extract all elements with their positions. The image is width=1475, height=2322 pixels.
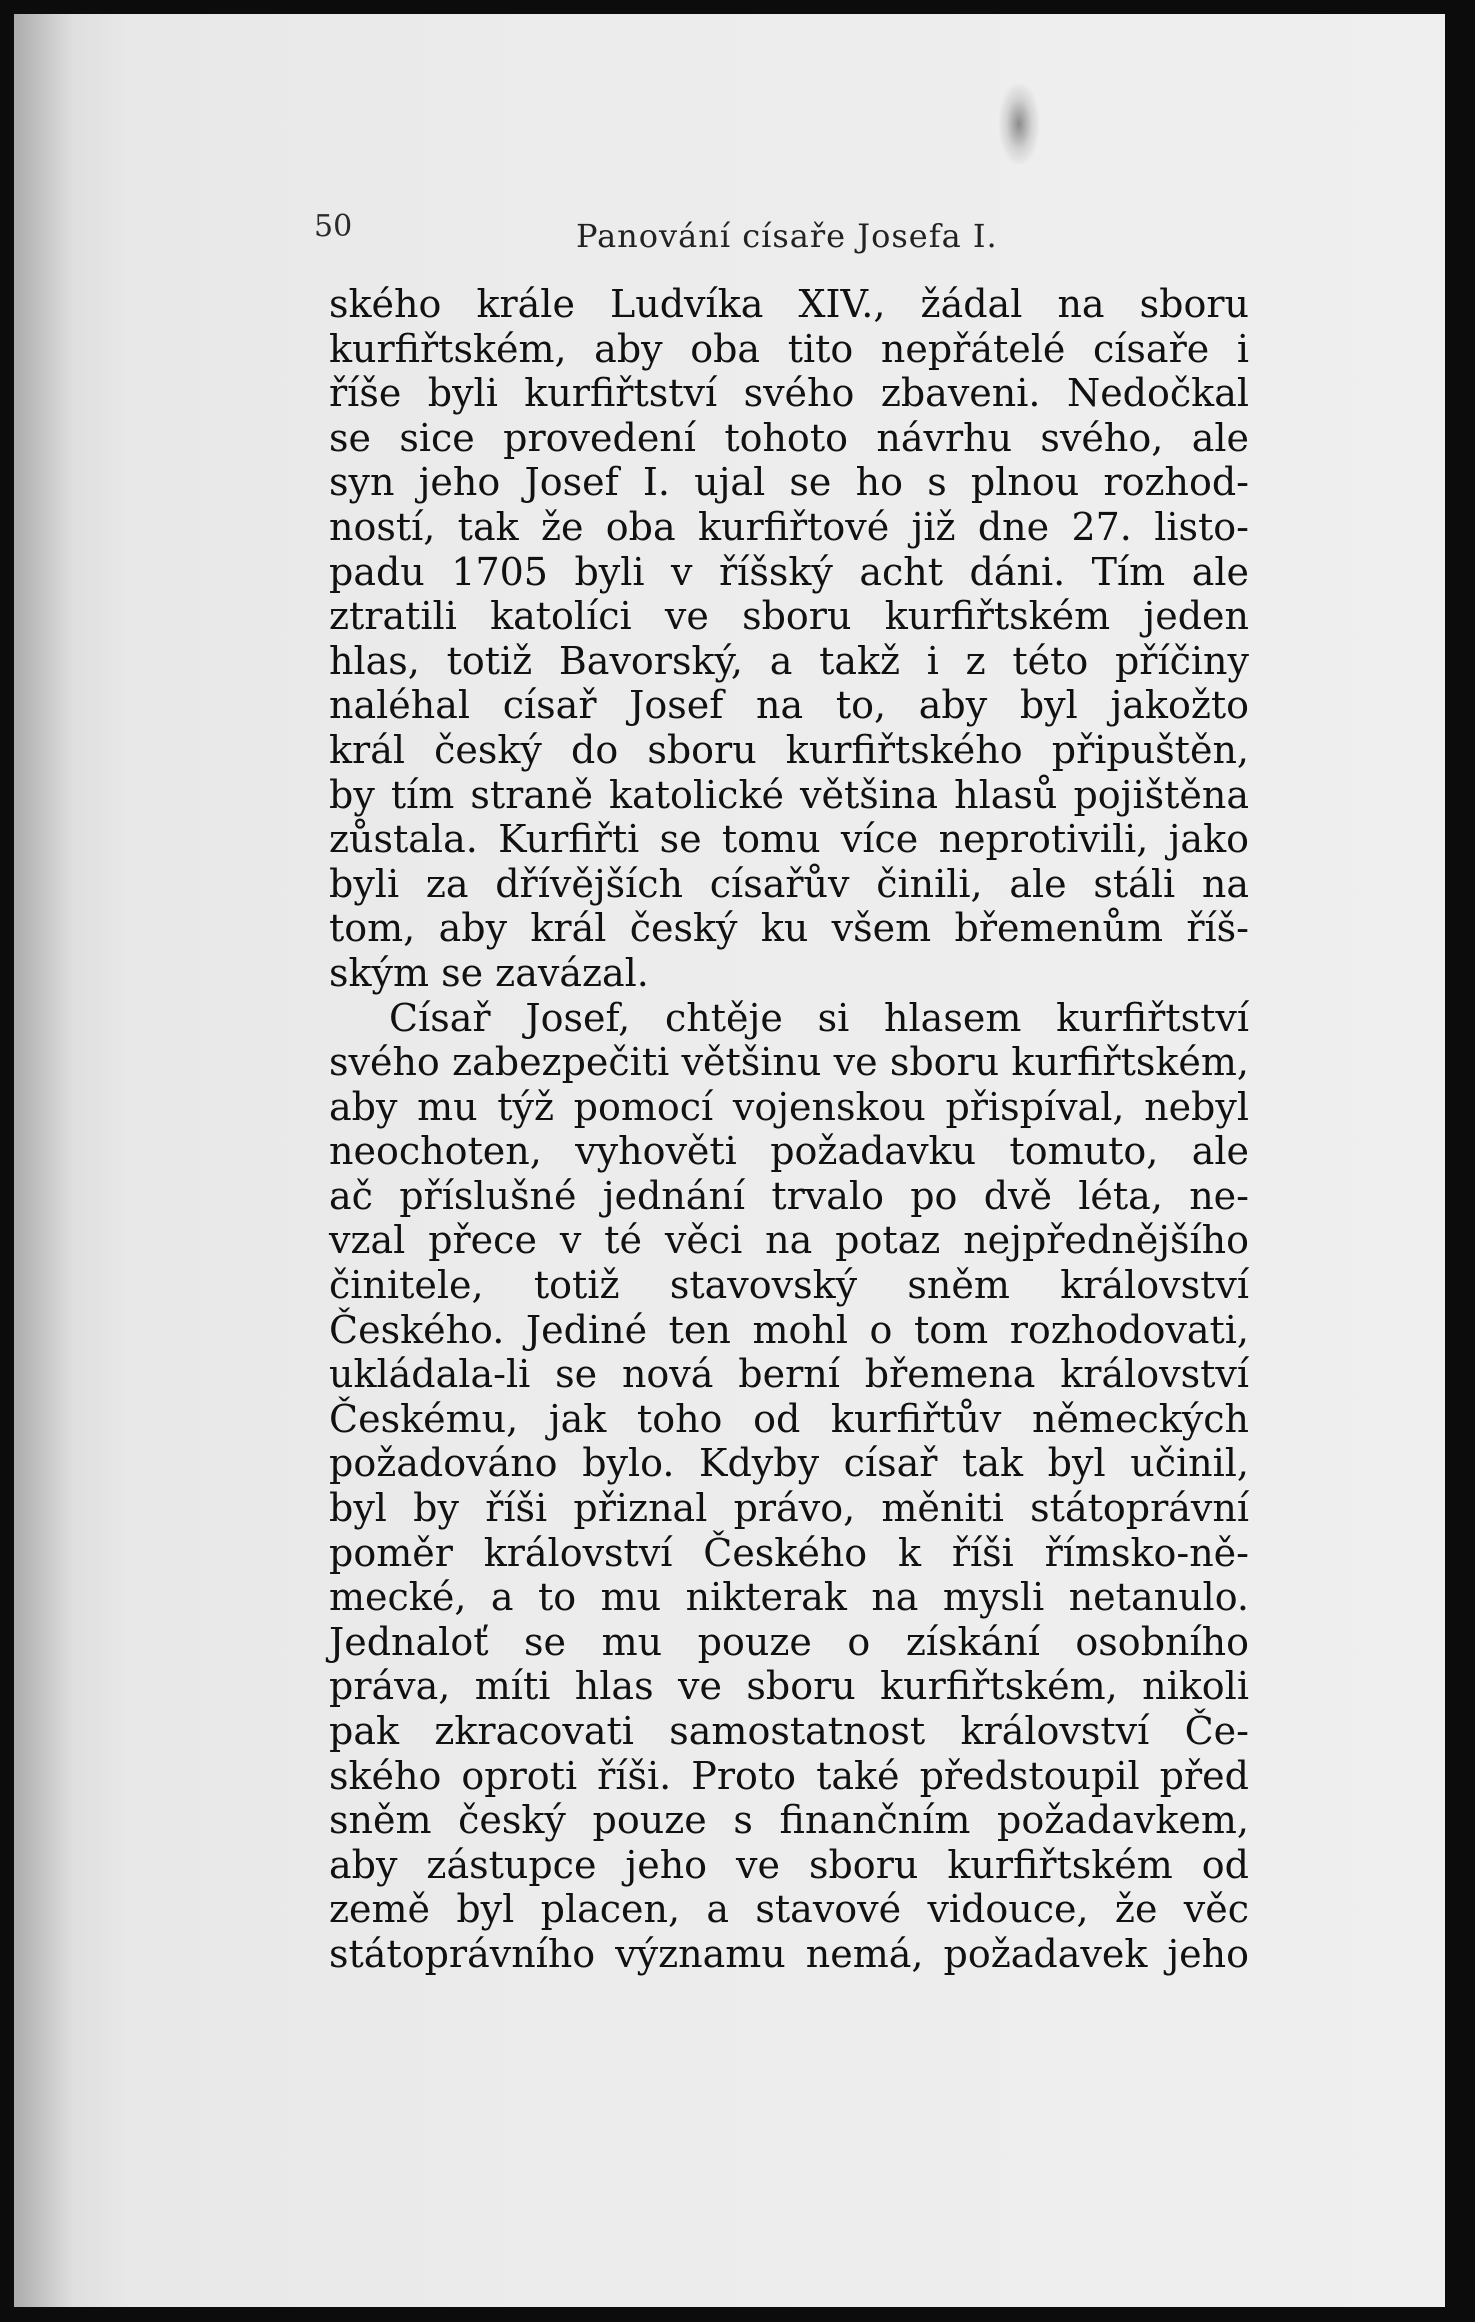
text-line-paragraph-end: ským se zavázal. — [329, 950, 649, 995]
text-line: Českému, jak toho od kurfiřtův německých — [329, 1396, 1249, 1441]
text-line: by tím straně katolické většina hlasů pojištěna — [329, 772, 1249, 817]
text-line: ukládala-li se nová berní břemena království — [329, 1352, 1249, 1397]
text-line: byl by říši přiznal právo, měniti státoprávní — [329, 1486, 1249, 1531]
text-line: požadováno bylo. Kdyby císař tak byl učinil, — [329, 1441, 1249, 1486]
text-line: byli za dřívějších císařův činili, ale stáli na — [329, 861, 1249, 906]
text-line: syn jeho Josef I. ujal se ho s plnou rozhod- — [329, 460, 1249, 505]
text-line: pak zkracovati samostatnost království Če- — [329, 1709, 1249, 1753]
text-line: sněm český pouze s finančním požadavkem, — [329, 1798, 1249, 1843]
text-line: říše byli kurfiřtství svého zbaveni. Nedočkal — [329, 371, 1249, 416]
text-line: státoprávního významu nemá, požadavek jeho — [329, 1931, 1249, 1976]
text-line: ského oproti říši. Proto také předstoupil před — [329, 1753, 1249, 1798]
text-line: hlas, totiž Bavorský, a takž i z této příčiny — [329, 638, 1249, 683]
text-line: Českého. Jediné ten mohl o tom rozhodovati, — [329, 1307, 1249, 1352]
text-line: aby zástupce jeho ve sboru kurfiřtském od — [329, 1842, 1249, 1887]
running-title: Panování císaře Josefa I. — [576, 217, 998, 255]
text-line: poměr království Českého k říši římsko-ně- — [329, 1530, 1249, 1575]
text-line: země byl placen, a stavové vidouce, že věc — [329, 1887, 1249, 1932]
text-line: naléhal císař Josef na to, aby byl jakožto — [329, 683, 1249, 728]
text-line: činitele, totiž stavovský sněm království — [329, 1263, 1249, 1308]
text-line: práva, míti hlas ve sboru kurfiřtském, nikoli — [329, 1664, 1249, 1709]
text-line: aby mu týž pomocí vojenskou přispíval, nebyl — [329, 1084, 1249, 1129]
text-line: zůstala. Kurfiřti se tomu více neprotivili, jako — [329, 817, 1249, 862]
text-line: ztratili katolíci ve sboru kurfiřtském jeden — [329, 594, 1249, 639]
text-line: král český do sboru kurfiřtského připuštěn, — [329, 727, 1249, 772]
text-line: padu 1705 byli v říšský acht dáni. Tím ale — [329, 549, 1249, 594]
text-line: tom, aby král český ku všem břemenům říš- — [329, 906, 1249, 951]
text-line: ností, tak že oba kurfiřtové již dne 27. listo- — [329, 504, 1249, 549]
text-line: vzal přece v té věci na potaz nejpřednějšího — [329, 1218, 1249, 1263]
text-line-paragraph-start: Císař Josef, chtěje si hlasem kurfiřtství — [389, 995, 1249, 1040]
body-text — [329, 282, 1249, 1977]
paper-stain — [999, 84, 1039, 164]
text-line: svého zabezpečiti většinu ve sboru kurfiřtském, — [329, 1040, 1249, 1085]
text-line: mecké, a to mu nikterak na mysli netanulo. — [329, 1575, 1249, 1620]
text-line: ského krále Ludvíka XIV., žádal na sboru — [329, 282, 1249, 326]
page-header — [314, 209, 1054, 259]
text-line: kurfiřtském, aby oba tito nepřátelé císaře i — [329, 326, 1249, 371]
text-line: ač příslušné jednání trvalo po dvě léta, ne- — [329, 1173, 1249, 1218]
page-number: 50 — [314, 209, 353, 244]
book-page — [14, 14, 1445, 2307]
text-line: Jednaloť se mu pouze o získání osobního — [329, 1619, 1249, 1664]
text-line: neochoten, vyhověti požadavku tomuto, ale — [329, 1129, 1249, 1174]
text-line: se sice provedení tohoto návrhu svého, ale — [329, 415, 1249, 460]
